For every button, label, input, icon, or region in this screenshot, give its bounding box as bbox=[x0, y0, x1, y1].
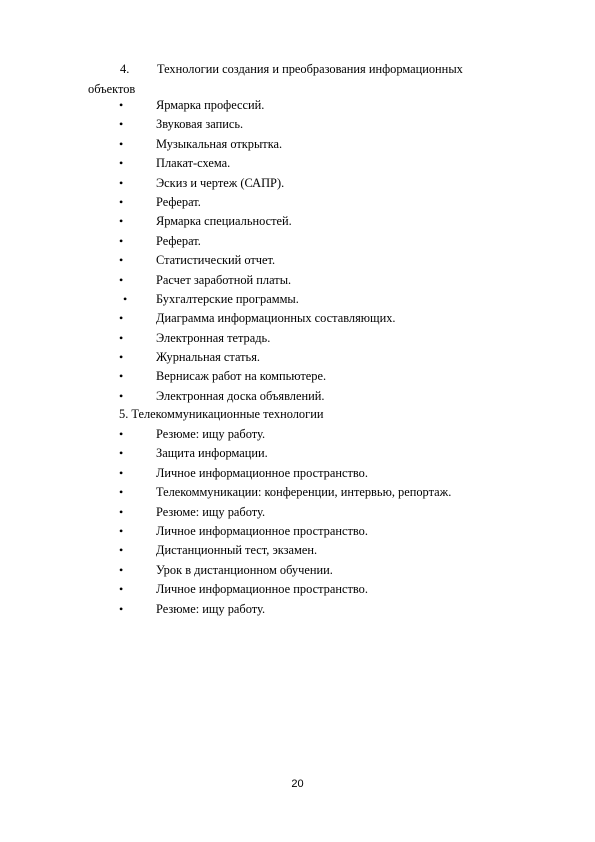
list-item-text: Дистанционный тест, экзамен. bbox=[156, 543, 318, 558]
list-item-text: Расчет заработной платы. bbox=[156, 272, 292, 287]
bullet-icon: • bbox=[119, 369, 124, 384]
bullet-icon: • bbox=[119, 350, 124, 365]
list-item bbox=[0, 135, 595, 154]
list-item-text: Реферат. bbox=[156, 194, 201, 209]
bullet-icon: • bbox=[119, 601, 124, 616]
list-item bbox=[0, 193, 595, 212]
bullet-icon: • bbox=[119, 233, 124, 248]
list-item-text: Диаграмма информационных составляющих. bbox=[156, 311, 396, 326]
list-item bbox=[0, 309, 595, 328]
list-item bbox=[0, 232, 595, 251]
bullet-icon: • bbox=[119, 253, 124, 268]
list-item bbox=[0, 464, 595, 483]
section-4-number: 4. bbox=[120, 62, 130, 76]
bullet-icon: • bbox=[119, 98, 124, 112]
bullet-icon: • bbox=[119, 330, 124, 345]
list-item bbox=[0, 522, 595, 541]
list-item-text: Электронная доска объявлений. bbox=[156, 388, 325, 403]
section-4-title: Технологии создания и преобразования информационных bbox=[157, 62, 463, 76]
list-item bbox=[0, 290, 595, 309]
list-item-text: Урок в дистанционном обучении. bbox=[156, 562, 333, 577]
list-item-text: Ярмарка специальностей. bbox=[156, 214, 292, 229]
list-item bbox=[0, 503, 595, 522]
list-item-text: Плакат-схема. bbox=[156, 156, 231, 171]
bullet-icon: • bbox=[119, 214, 124, 229]
section-5-list bbox=[0, 425, 595, 619]
list-item bbox=[0, 96, 595, 115]
list-item-text: Телекоммуникации: конференции, интервью, репортаж. bbox=[156, 485, 452, 500]
list-item-text: Резюме: ищу работу. bbox=[156, 427, 266, 441]
list-item-text: Эскиз и чертеж (САПР). bbox=[156, 175, 285, 190]
list-item-text: Электронная тетрадь. bbox=[156, 330, 271, 345]
bullet-icon: • bbox=[119, 543, 124, 558]
list-item bbox=[0, 387, 595, 406]
bullet-icon: • bbox=[119, 388, 124, 403]
list-item bbox=[0, 212, 595, 231]
list-item bbox=[0, 600, 595, 619]
list-item bbox=[0, 115, 595, 134]
page-number: 20 bbox=[291, 778, 304, 790]
list-item-text: Личное информационное пространство. bbox=[156, 523, 368, 538]
list-item-text: Бухгалтерские программы. bbox=[156, 291, 299, 306]
list-item-text: Резюме: ищу работу. bbox=[156, 601, 266, 616]
list-item bbox=[0, 174, 595, 193]
section-4-list bbox=[0, 96, 595, 406]
list-item bbox=[0, 425, 595, 444]
list-item-text: Резюме: ищу работу. bbox=[156, 504, 266, 519]
bullet-icon: • bbox=[119, 582, 124, 597]
list-item bbox=[0, 154, 595, 173]
section-4-title-continuation: объектов bbox=[88, 81, 136, 96]
bullet-icon: • bbox=[119, 427, 124, 441]
list-item-text: Статистический отчет. bbox=[156, 253, 276, 268]
list-item bbox=[0, 444, 595, 463]
bullet-icon: • bbox=[119, 504, 124, 519]
list-item bbox=[0, 271, 595, 290]
bullet-icon: • bbox=[119, 523, 124, 538]
list-item-text: Музыкальная открытка. bbox=[156, 136, 283, 151]
bullet-icon: • bbox=[119, 117, 124, 132]
section-5-heading: 5. Телекоммуникационные технологии bbox=[119, 407, 324, 421]
bullet-icon: • bbox=[119, 194, 124, 209]
list-item bbox=[0, 561, 595, 580]
list-item-text: Вернисаж работ на компьютере. bbox=[156, 369, 327, 384]
list-item bbox=[0, 580, 595, 599]
list-item-text: Защита информации. bbox=[156, 446, 268, 461]
bullet-icon: • bbox=[119, 311, 124, 326]
list-item bbox=[0, 348, 595, 367]
bullet-icon: • bbox=[119, 485, 124, 500]
section-4-heading bbox=[88, 60, 528, 99]
bullet-icon: • bbox=[119, 446, 124, 461]
list-item bbox=[0, 251, 595, 270]
bullet-icon: • bbox=[119, 156, 124, 171]
list-item bbox=[0, 483, 595, 502]
bullet-icon: • bbox=[119, 562, 124, 577]
list-item bbox=[0, 367, 595, 386]
bullet-icon: • bbox=[123, 291, 128, 306]
bullet-icon: • bbox=[119, 136, 124, 151]
list-item bbox=[0, 541, 595, 560]
list-item-text: Ярмарка профессий. bbox=[156, 98, 265, 112]
list-item-text: Реферат. bbox=[156, 233, 201, 248]
bullet-icon: • bbox=[119, 272, 124, 287]
bullet-icon: • bbox=[119, 465, 124, 480]
list-item-text: Звуковая запись. bbox=[156, 117, 244, 132]
list-item-text: Личное информационное пространство. bbox=[156, 582, 368, 597]
list-item-text: Журнальная статья. bbox=[156, 350, 260, 365]
bullet-icon: • bbox=[119, 175, 124, 190]
list-item bbox=[0, 329, 595, 348]
list-item-text: Личное информационное пространство. bbox=[156, 465, 368, 480]
